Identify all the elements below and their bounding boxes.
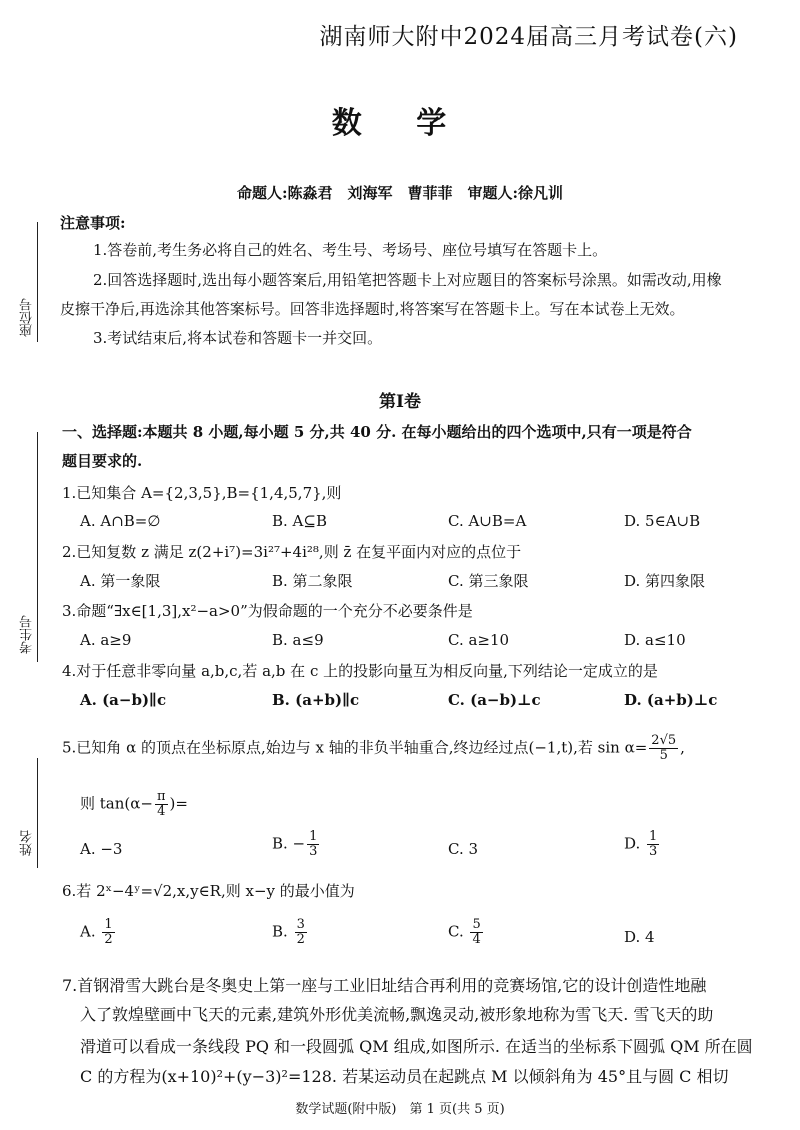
exam-title: 湖南师大附中2024届高三月考试卷(六) bbox=[319, 24, 738, 50]
question-3-option-a: A. a≥9 bbox=[80, 631, 132, 649]
note-item: 1.答卷前,考生务必将自己的姓名、考生号、考场号、座位号填写在答题卡上。 bbox=[93, 241, 608, 259]
question-3-stem: 3.命题“∃x∈[1,3],x²−a>0”为假命题的一个充分不必要条件是 bbox=[62, 602, 473, 620]
notes-title: 注意事项: bbox=[60, 214, 126, 232]
question-5-option-d: D. $\frac{1}{3}$ bbox=[624, 829, 658, 859]
question-1-option-b: B. A⊆B bbox=[272, 512, 327, 530]
section-intro: 一、选择题:本题共 8 小题,每小题 5 分,共 40 分. 在每小题给出的四个选项中,只有一项是符合 bbox=[62, 423, 692, 441]
question-7-line: 入了敦煌壁画中飞天的元素,建筑外形优美流畅,飘逸灵动,被形象地称为雪飞天. 雪飞天的助 bbox=[80, 1005, 714, 1024]
question-5-stem-2: 则 tan(α− $\frac{\pi}{4}$ )= bbox=[80, 789, 188, 819]
exam-no-label: 考生号 bbox=[20, 615, 35, 654]
question-4-option-a: A. (a−b)∥c bbox=[80, 691, 167, 709]
question-7-line: 7.首钢滑雪大跳台是冬奥史上第一座与工业旧址结合再利用的竞赛场馆,它的设计创造性地融 bbox=[62, 976, 707, 995]
question-6-option-a: A. $\frac{1}{2}$ bbox=[80, 917, 113, 947]
question-4-option-b: B. (a+b)∥c bbox=[272, 691, 360, 709]
question-5-stem: 5.已知角 α 的顶点在坐标原点,始边与 x 轴的非负半轴重合,终边经过点(−1,t),若 sin α= $\frac{2√5}{5}$ , bbox=[62, 733, 685, 763]
seat-line bbox=[37, 222, 38, 342]
page-footer: 数学试题(附中版) 第 1 页(共 5 页) bbox=[295, 1102, 505, 1117]
question-6-option-d: D. 4 bbox=[624, 928, 655, 946]
question-5-option-a: A. −3 bbox=[80, 840, 123, 858]
question-4-stem: 4.对于任意非零向量 a,b,c,若 a,b 在 c 上的投影向量互为相反向量,下列结论一定成立的是 bbox=[62, 662, 658, 680]
question-3-option-b: B. a≤9 bbox=[272, 631, 324, 649]
question-1-stem: 1.已知集合 A={2,3,5},B={1,4,5,7},则 bbox=[62, 484, 342, 502]
question-4-option-d: D. (a+b)⊥c bbox=[624, 691, 718, 709]
section-intro: 题目要求的. bbox=[62, 452, 143, 470]
question-1-option-c: C. A∪B=A bbox=[448, 512, 527, 530]
exam-no-line bbox=[37, 432, 38, 662]
subject-title: 数 学 bbox=[331, 106, 469, 141]
authors-line: 命题人:陈淼君 刘海军 曹菲菲 审题人:徐凡训 bbox=[236, 184, 564, 202]
question-5-option-b: B. − $\frac{1}{3}$ bbox=[272, 829, 318, 859]
note-item: 3.考试结束后,将本试卷和答题卡一并交回。 bbox=[93, 329, 383, 347]
question-7-line: 滑道可以看成一条线段 PQ 和一段圆弧 QM 组成,如图所示. 在适当的坐标系下圆弧 QM 所在圆 bbox=[80, 1037, 753, 1056]
name-line bbox=[37, 758, 38, 868]
fraction: $\frac{2√5}{5}$ bbox=[651, 733, 677, 763]
question-2-option-b: B. 第二象限 bbox=[272, 572, 353, 590]
section-title: 第Ⅰ卷 bbox=[379, 392, 421, 412]
question-3-option-c: C. a≥10 bbox=[448, 631, 510, 649]
question-4-option-c: C. (a−b)⊥c bbox=[448, 691, 541, 709]
note-item: 皮擦干净后,再选涂其他答案标号。回答非选择题时,将答案写在答题卡上。写在本试卷上无效。 bbox=[60, 300, 685, 318]
seat-label: 座位号 bbox=[20, 298, 35, 337]
fraction: $\frac{\pi}{4}$ bbox=[156, 789, 166, 819]
question-3-option-d: D. a≤10 bbox=[624, 631, 686, 649]
note-item: 2.回答选择题时,选出每小题答案后,用铅笔把答题卡上对应题目的答案标号涂黑。如需改动,用橡 bbox=[93, 271, 722, 289]
question-2-option-c: C. 第三象限 bbox=[448, 572, 529, 590]
question-1-option-a: A. A∩B=∅ bbox=[80, 512, 161, 530]
question-2-option-d: D. 第四象限 bbox=[624, 572, 706, 590]
question-6-stem: 6.若 2ˣ−4ʸ=√2,x,y∈R,则 x−y 的最小值为 bbox=[62, 882, 355, 900]
question-2-stem: 2.已知复数 z 满足 z(2+i⁷)=3i²⁷+4i²⁸,则 z̄ 在复平面内对应的点位于 bbox=[62, 543, 522, 561]
question-6-option-b: B. $\frac{3}{2}$ bbox=[272, 917, 305, 947]
question-2-option-a: A. 第一象限 bbox=[80, 572, 161, 590]
question-7-line: C 的方程为(x+10)²+(y−3)²=128. 若某运动员在起跳点 M 以倾斜角为 45°且与圆 C 相切 bbox=[80, 1067, 729, 1086]
name-label: 姓名 bbox=[20, 830, 35, 856]
question-6-option-c: C. $\frac{5}{4}$ bbox=[448, 917, 481, 947]
question-1-option-d: D. 5∈A∪B bbox=[624, 512, 701, 530]
question-5-option-c: C. 3 bbox=[448, 840, 479, 858]
